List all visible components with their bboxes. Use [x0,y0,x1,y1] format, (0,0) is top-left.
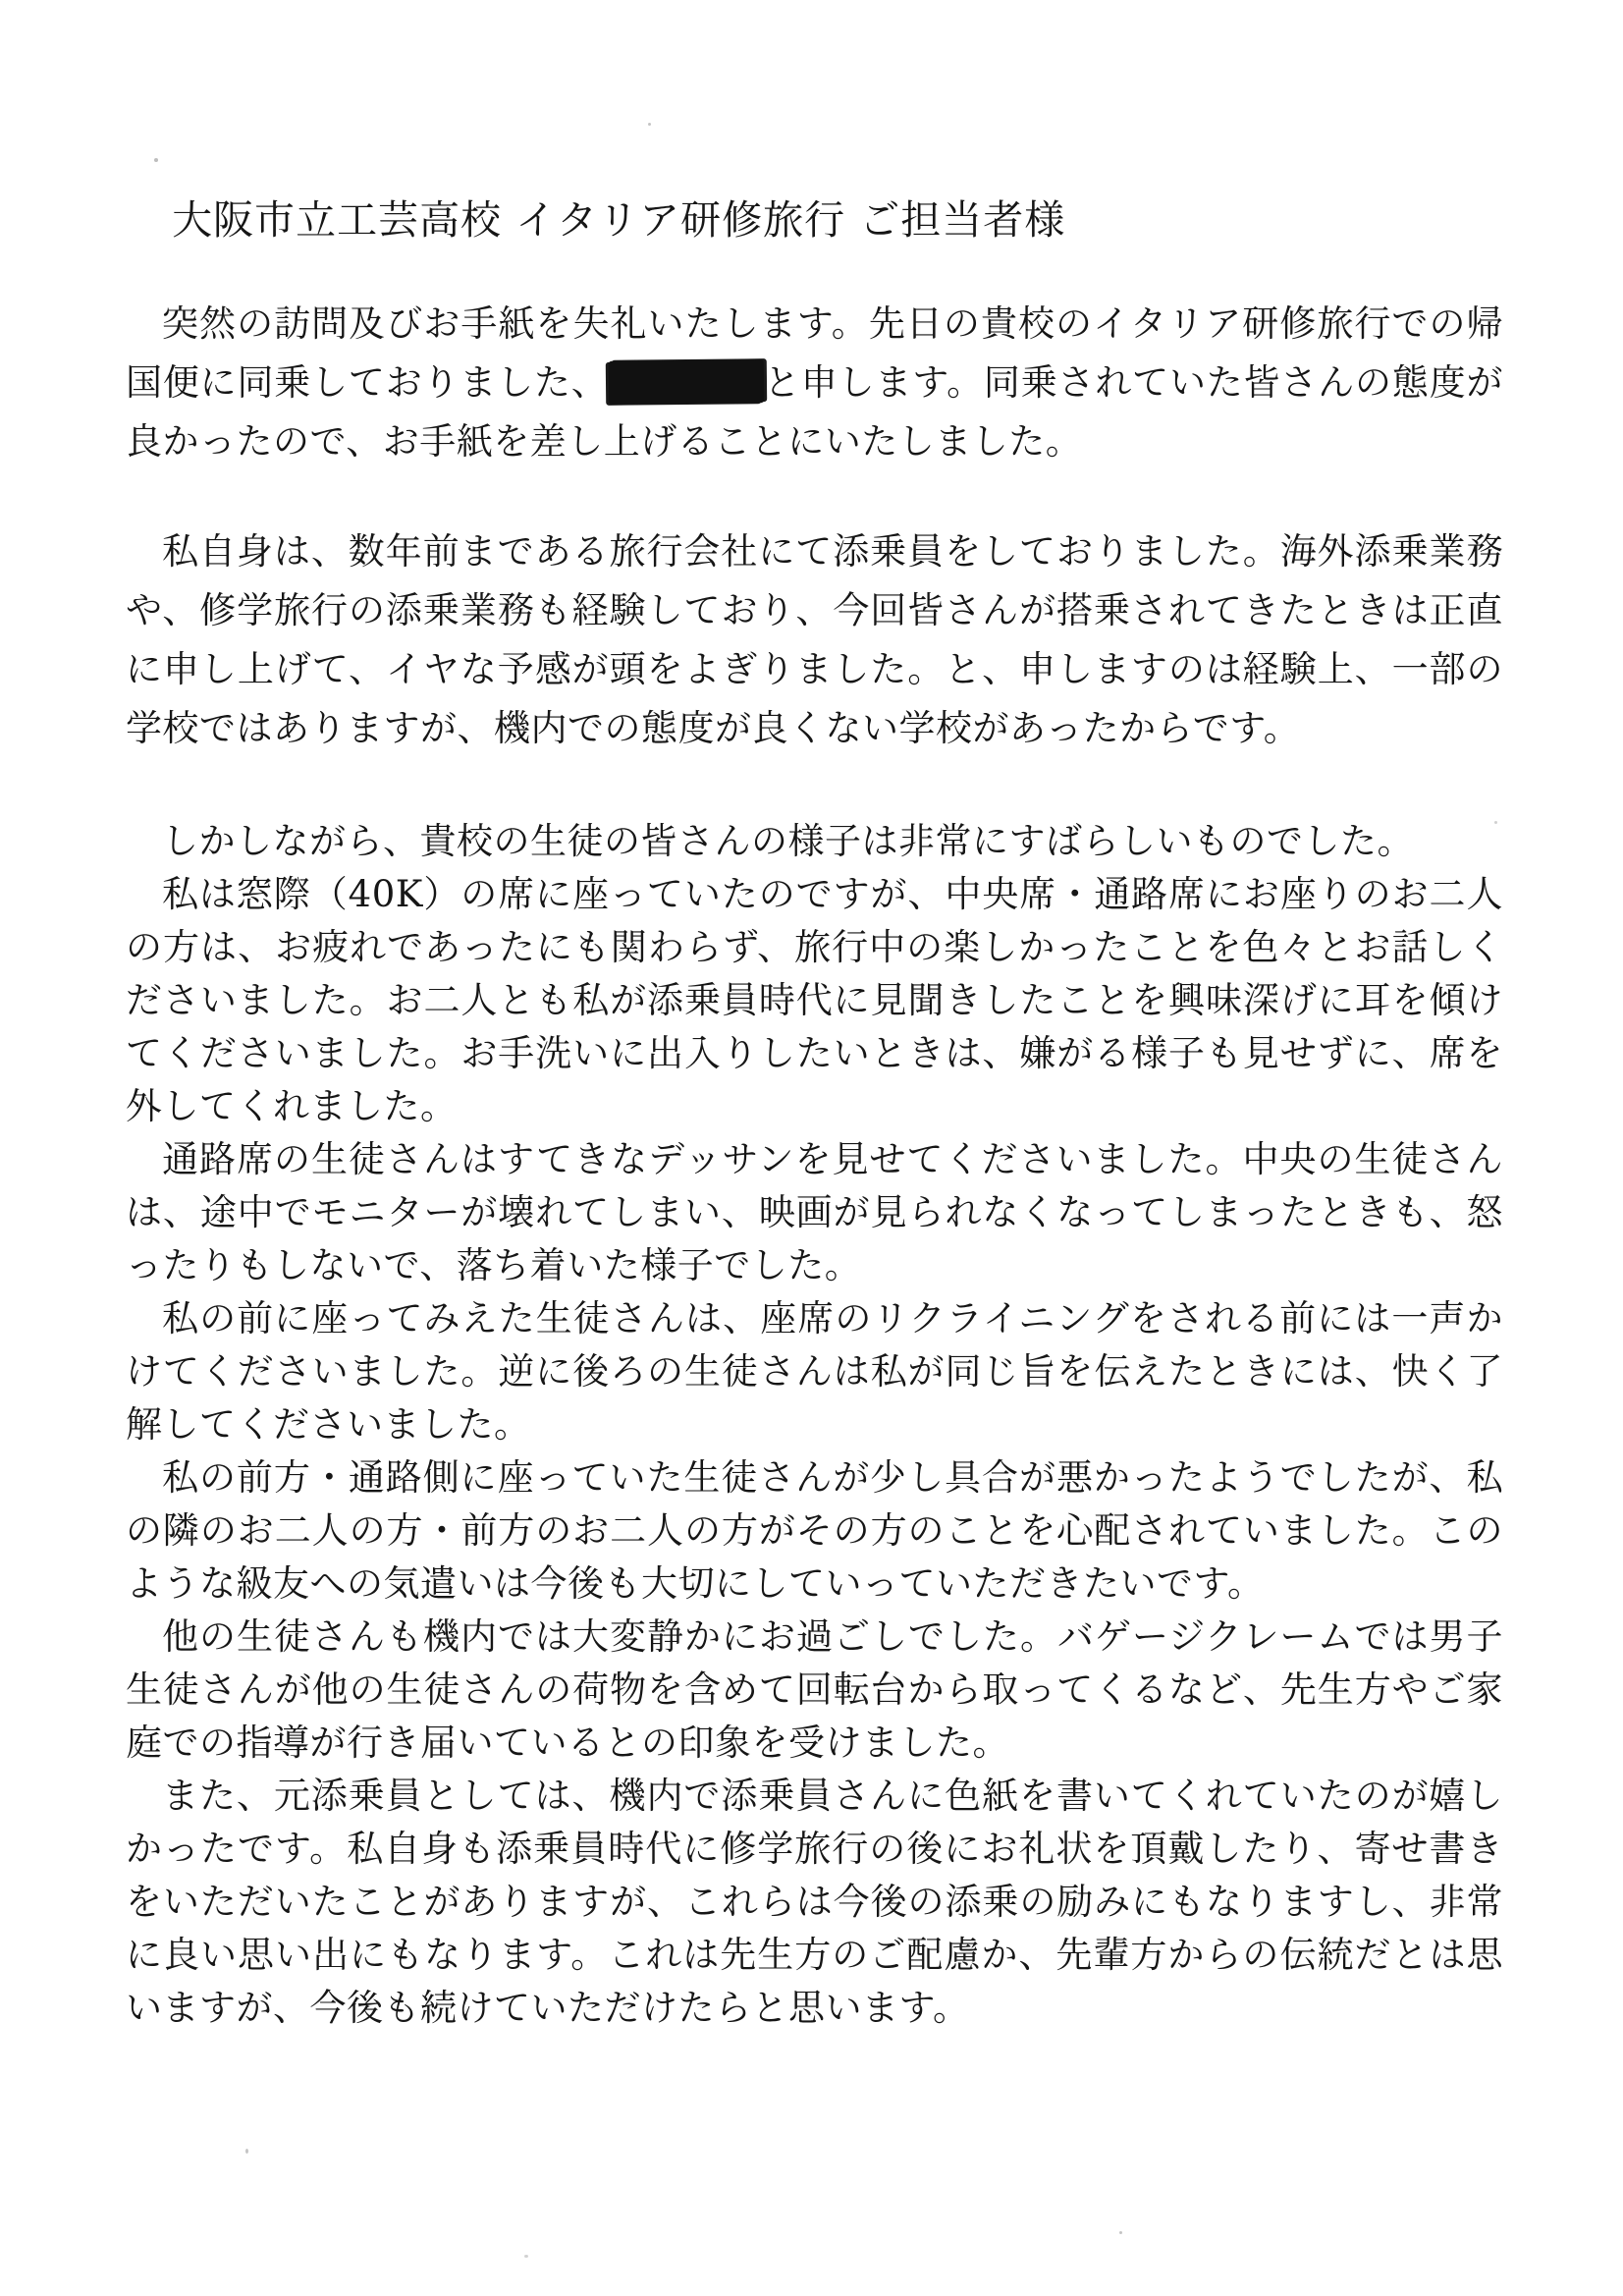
scan-artifact [524,2255,528,2258]
paragraph-recline-courtesy: 私の前に座ってみえた生徒さんは、座席のリクライニングをされる前には一声かけてくださいました。逆に後ろの生徒さんは私が同じ旨を伝えたときには、快く了解してくださいました。 [126,1297,1503,1446]
paragraph-sketch-and-monitor: 通路席の生徒さんはすてきなデッサンを見せてくださいました。中央の生徒さんは、途中でモニターが壊れてしまい、映画が見られなくなってしまったときも、怒ったりもしないで、落ち着いた様子でした。 [126,1138,1503,1286]
paragraph-shikishi-tradition: また、元添乗員としては、機内で添乗員さんに色紙を書いてくれていたのが嬉しかったです。私自身も添乗員時代に修学旅行の後にお礼状を頂戴したり、寄せ書きをいただいたことがありますが、これらは今後の添乗の励みにもなりますし、非常に良い思い出にもなります。これは先生方のご配慮か、先輩方からの伝統だとは思いますが、今後も続けていただけたらと思います。 [126,1775,1503,2029]
paragraph-intro-before-redaction: 突然の訪問及びお手紙を失礼いたします。先日の貴校のイタリア研修旅行での帰国便に同乗しておりました、 [126,302,1503,404]
scan-artifact [1494,821,1497,824]
paragraph-intro-after-redaction: と申します。同乗されていた皆さんの態度が良かったので、お手紙を差し上げることにいたしました。 [126,361,1503,463]
redacted-sender-name [608,359,763,405]
paragraph-classmate-concern: 私の前方・通路側に座っていた生徒さんが少し具合が悪かったようでしたが、私の隣のお二人の方・前方のお二人の方がその方のことを心配されていました。このような級友への気遣いは今後も大切にしていっていただきたいです。 [126,1456,1503,1605]
letter-body-block [126,815,1503,2035]
paragraph-baggage-claim: 他の生徒さんも機内では大変静かにお過ごしでした。バゲージクレームでは男子生徒さんが他の生徒さんの荷物を含めて回転台から取ってくるなど、先生方やご家庭での指導が行き届いているとの印象を受けました。 [126,1615,1503,1764]
paragraph-intro [126,295,1503,471]
scan-artifact [648,123,651,126]
scan-artifact [154,158,158,162]
paragraph-tour-conductor-background: 私自身は、数年前まである旅行会社にて添乗員をしておりました。海外添乗業務や、修学旅行の添乗業務も経験しており、今回皆さんが搭乗されてきたときは正直に申し上げて、イヤな予感が頭をよぎりました。と、申しますのは経験上、一部の学校ではありますが、機内での態度が良くない学校があったからです。 [126,530,1503,749]
paragraph-seat-40k: 私は窓際（40K）の席に座っていたのですが、中央席・通路席にお座りのお二人の方は、お疲れであったにも関わらず、旅行中の楽しかったことを色々とお話しくださいました。お二人とも私が添乗員時代に見聞きしたことを興味深げに耳を傾けてくださいました。お手洗いに出入りしたいときは、嫌がる様子も見せずに、席を外してくれました。 [126,873,1503,1127]
recipient-line: 大阪市立工芸高校 イタリア研修旅行 ご担当者様 [172,196,1066,244]
scan-artifact [245,2149,248,2154]
paragraph-praise: しかしながら、貴校の生徒の皆さんの様子は非常にすばらしいものでした。 [162,820,1414,862]
scan-artifact [1119,2231,1122,2234]
